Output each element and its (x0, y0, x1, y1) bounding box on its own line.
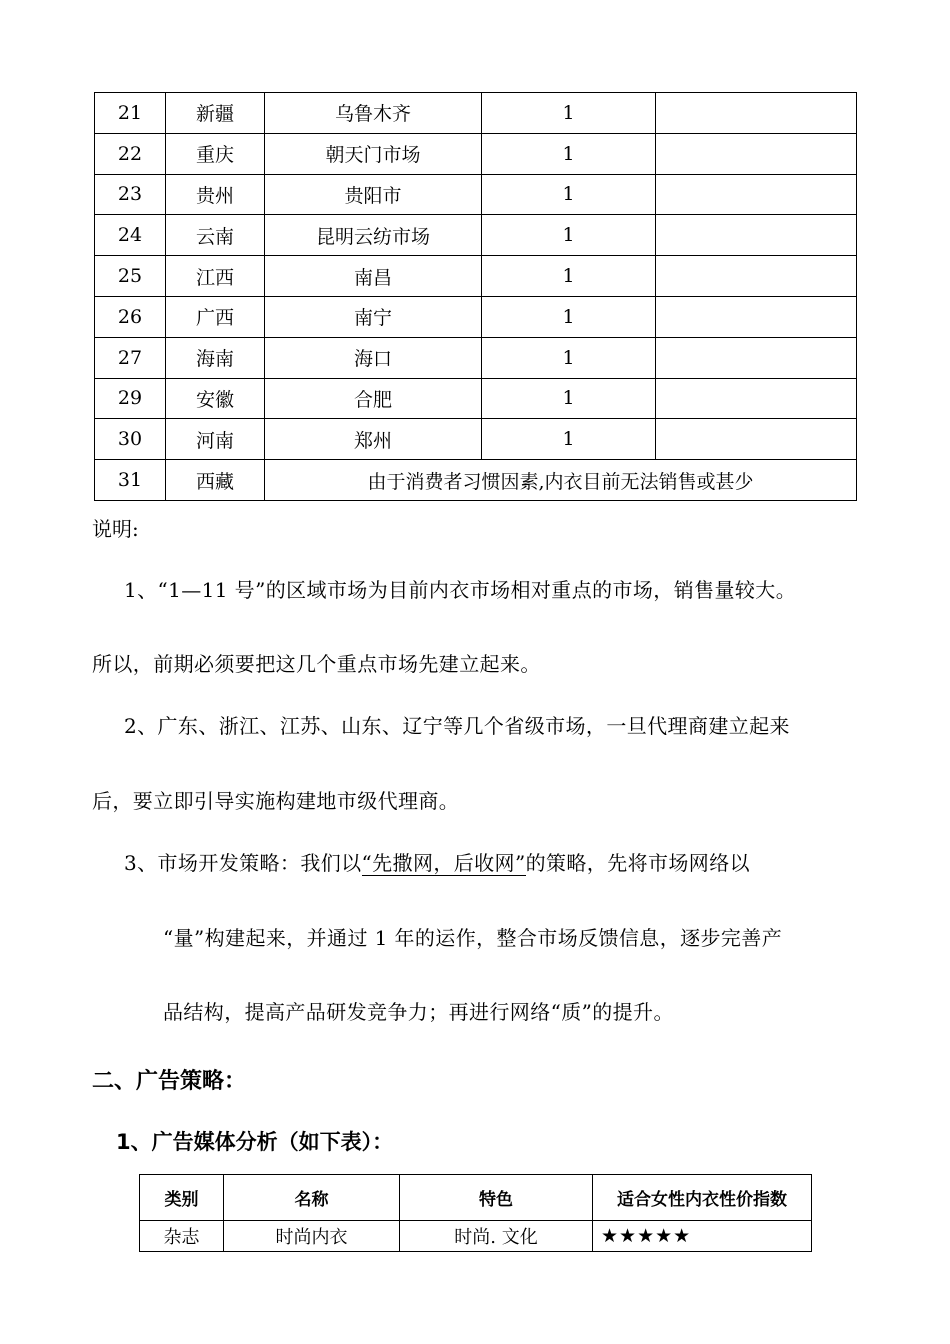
cell-province: 贵州 (166, 174, 265, 215)
cell-row-number: 31 (95, 460, 166, 501)
note-3-underlined-phrase: “先撒网，后收网” (361, 851, 526, 875)
cell-province: 新疆 (166, 93, 265, 134)
cell-market-name: 海口 (265, 337, 482, 378)
cell-merged-remark: 由于消费者习惯因素,内衣目前无法销售或甚少 (265, 460, 857, 501)
cell-row-number: 30 (95, 419, 166, 460)
cell-remark (656, 133, 857, 174)
note-2-line-1: 2、广东、浙江、江苏、山东、辽宁等几个省级市场，一旦代理商建立起来 (124, 714, 790, 738)
media-table (139, 1174, 812, 1252)
cell-remark (656, 419, 857, 460)
cell-province: 西藏 (166, 460, 265, 501)
cell-count: 1 (482, 296, 656, 337)
table-row (95, 256, 857, 297)
note-1-line-1: 1、“1—11 号”的区域市场为目前内衣市场相对重点的市场，销售量较大。 (124, 578, 797, 602)
cell-count: 1 (482, 133, 656, 174)
table-row (95, 296, 857, 337)
cell-row-number: 25 (95, 256, 166, 297)
note-3-line-1 (124, 849, 750, 877)
note-3-suffix: 的策略，先将市场网络以 (525, 851, 750, 875)
cell-province: 安徽 (166, 378, 265, 419)
cell-count: 1 (482, 256, 656, 297)
cell-count: 1 (482, 337, 656, 378)
cell-market-name: 贵阳市 (265, 174, 482, 215)
cell-remark (656, 174, 857, 215)
market-table (94, 92, 857, 501)
note-2-line-2: 后，要立即引导实施构建地市级代理商。 (92, 789, 460, 813)
table-row (95, 133, 857, 174)
cell-market-name: 昆明云纺市场 (265, 215, 482, 256)
cell-row-number: 23 (95, 174, 166, 215)
cell-province: 广西 (166, 296, 265, 337)
cell-row-number: 29 (95, 378, 166, 419)
table-row (95, 419, 857, 460)
notes-label: 说明: (92, 517, 139, 541)
cell-province: 海南 (166, 337, 265, 378)
cell-remark (656, 378, 857, 419)
cell-market-name: 朝天门市场 (265, 133, 482, 174)
table-row (95, 174, 857, 215)
media-cell-rating: ★★★★★ (593, 1221, 812, 1252)
cell-market-name: 南昌 (265, 256, 482, 297)
media-header-feature: 特色 (400, 1175, 593, 1221)
cell-province: 重庆 (166, 133, 265, 174)
cell-province: 云南 (166, 215, 265, 256)
cell-row-number: 24 (95, 215, 166, 256)
cell-remark (656, 215, 857, 256)
table-row (95, 93, 857, 134)
cell-remark (656, 256, 857, 297)
media-table-row (140, 1221, 812, 1252)
media-cell-type: 杂志 (140, 1221, 224, 1252)
cell-remark (656, 296, 857, 337)
cell-count: 1 (482, 378, 656, 419)
cell-row-number: 26 (95, 296, 166, 337)
media-cell-feature: 时尚. 文化 (400, 1221, 593, 1252)
media-table-header-row (140, 1175, 812, 1221)
cell-row-number: 22 (95, 133, 166, 174)
note-3-prefix: 3、市场开发策略：我们以 (124, 851, 362, 875)
media-header-rating: 适合女性内衣性价指数 (593, 1175, 812, 1221)
table-row (95, 215, 857, 256)
cell-count: 1 (482, 93, 656, 134)
cell-count: 1 (482, 174, 656, 215)
cell-market-name: 郑州 (265, 419, 482, 460)
note-1-line-2: 所以，前期必须要把这几个重点市场先建立起来。 (92, 652, 541, 676)
cell-province: 江西 (166, 256, 265, 297)
cell-row-number: 21 (95, 93, 166, 134)
table-row (95, 378, 857, 419)
cell-row-number: 27 (95, 337, 166, 378)
note-3-line-3: 品结构，提高产品研发竞争力；再进行网络“质”的提升。 (163, 1000, 674, 1024)
media-header-name: 名称 (224, 1175, 400, 1221)
market-table-body (95, 93, 857, 501)
cell-province: 河南 (166, 419, 265, 460)
section-title: 二、广告策略： (92, 1069, 247, 1094)
media-header-type: 类别 (140, 1175, 224, 1221)
cell-remark (656, 93, 857, 134)
cell-count: 1 (482, 215, 656, 256)
subsection-title: 1、广告媒体分析（如下表）： (116, 1130, 394, 1154)
cell-market-name: 南宁 (265, 296, 482, 337)
cell-remark (656, 337, 857, 378)
cell-count: 1 (482, 419, 656, 460)
note-3-line-2: “量”构建起来，并通过 1 年的运作，整合市场反馈信息，逐步完善产 (163, 926, 783, 950)
cell-market-name: 合肥 (265, 378, 482, 419)
cell-market-name: 乌鲁木齐 (265, 93, 482, 134)
table-row (95, 337, 857, 378)
media-cell-name: 时尚内衣 (224, 1221, 400, 1252)
table-row-last (95, 460, 857, 501)
